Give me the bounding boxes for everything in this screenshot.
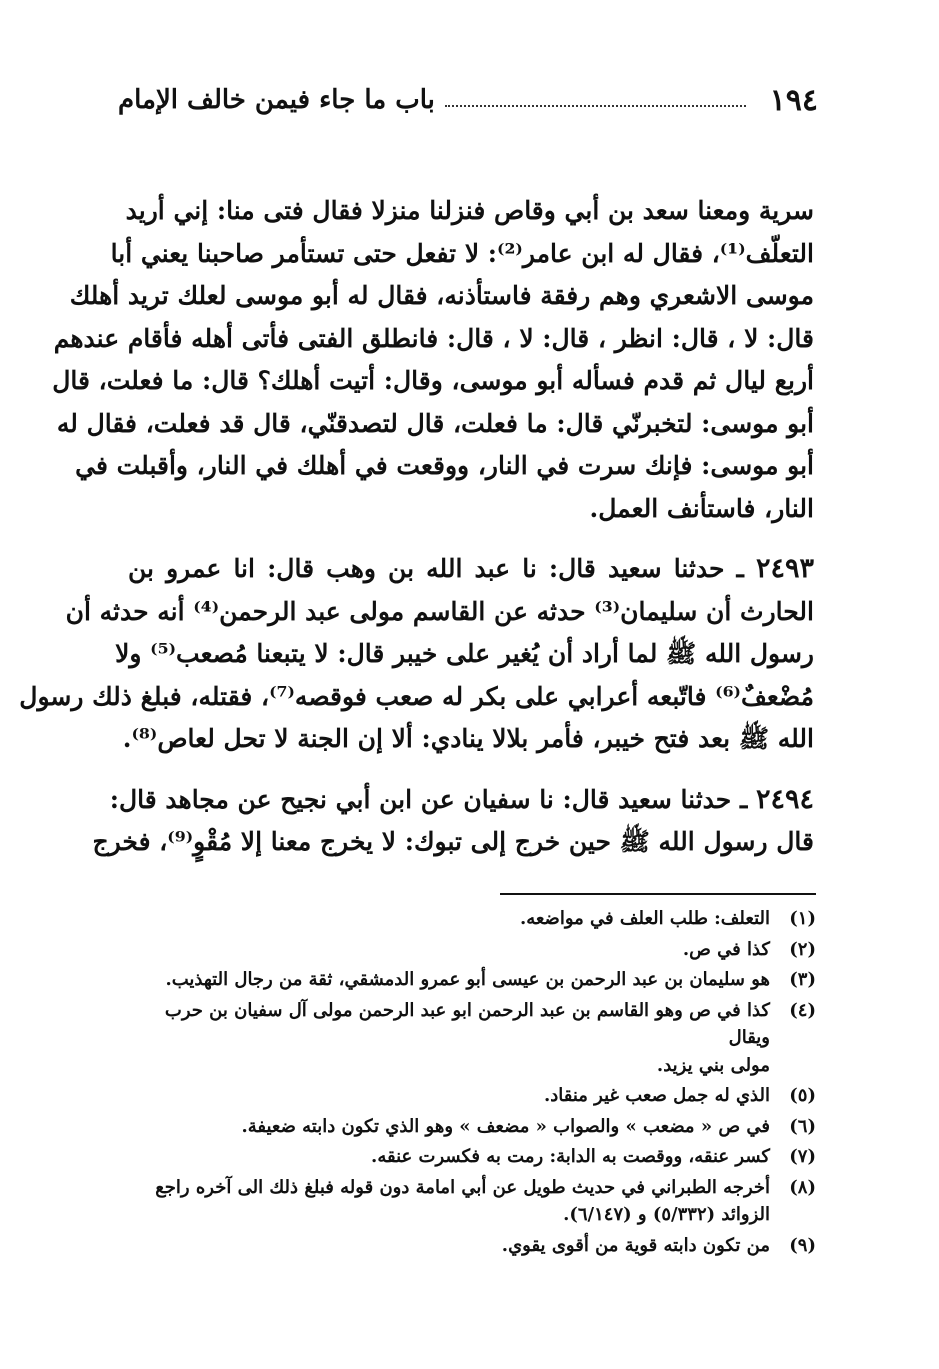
- main-text: [19, 190, 814, 864]
- text-line: أربع ليال ثم قدم فسأله أبو موسى، وقال: أتيت أهلك؟ قال: ما فعلت، قال: [52, 366, 814, 395]
- footnote-number: (٨): [789, 1176, 816, 1198]
- footnote-text: [130, 1143, 770, 1171]
- footnote-number: (٥): [789, 1085, 816, 1106]
- footnote-text: [130, 905, 770, 933]
- text-line: الحارث أن سليمان⁽³⁾ حدثه عن القاسم مولى عبد الرحمن⁽⁴⁾ أنه حدثه أن: [65, 596, 814, 626]
- footnote-text: [130, 1174, 770, 1229]
- text-line: مُضْعفٌ⁽⁶⁾ فاتّبعه أعرابي على بكر له صعب فوقصه⁽⁷⁾، فقتله، فبلغ ذلك رسول: [19, 681, 814, 711]
- text-line: التعلّف⁽¹⁾، فقال له ابن عامر⁽²⁾: لا تفعل حتى تستأمر صاحبنا يعني أبا: [110, 238, 814, 268]
- hadith-text: ـ حدثنا سعيد قال: نا عبد الله بن وهب قال: انا عمرو بن: [128, 554, 756, 583]
- text-line: قال رسول الله ﷺ حين خرج إلى تبوك: لا يخرج معنا إلا مُقْوٍ⁽⁹⁾، فخرج: [92, 827, 814, 856]
- footnote-number: (٢): [789, 938, 816, 960]
- footnote-text: [130, 1113, 770, 1141]
- text-line: [128, 548, 814, 591]
- hadith-2494: [92, 779, 814, 864]
- text-line: أبو موسى: لتخبرنّي قال: ما فعلت، قال لتصدقنّي، قال قد فعلت، فقال له: [56, 408, 814, 438]
- footnote-number: (٣): [789, 969, 816, 990]
- hadith-number: ٢٤٩٤: [755, 783, 814, 815]
- footnote-line: الزوائد (٥/٣٣٢) و (٦/١٤٧).: [563, 1204, 770, 1225]
- footnote-line: كذا في ص.: [682, 938, 770, 960]
- footnote-separator: [500, 893, 816, 895]
- footnote: [130, 936, 816, 964]
- footnotes: [130, 905, 816, 1262]
- footnote-number: (١): [789, 908, 816, 929]
- footnote: [130, 1174, 816, 1229]
- text-line: موسى الاشعري وهم رفقة فاستأذنه، فقال له أبو موسى لعلك تريد أهلك: [69, 281, 814, 310]
- footnote-line: كسر عنقه، ووقصت به الدابة: رمت به فكسرت عنقه.: [371, 1146, 770, 1167]
- running-title: باب ما جاء فيمن خالف الإمام: [118, 85, 435, 115]
- text-line: النار، فاستأنف العمل.: [589, 493, 814, 523]
- footnote-number: (٧): [789, 1146, 816, 1167]
- footnote-text: [130, 966, 770, 994]
- hadith-2493: [19, 548, 814, 761]
- footnote-number: (٦): [789, 1115, 816, 1137]
- footnote-line: من تكون دابته قوية من أقوى يقوي.: [501, 1234, 770, 1256]
- page-header: [118, 80, 818, 120]
- hadith-number: ٢٤٩٣: [755, 553, 814, 584]
- footnote-line: الذي له جمل صعب غير منقاد.: [543, 1085, 770, 1106]
- text-line: الله ﷺ بعد فتح خيبر، فأمر بلالا ينادي: ألا إن الجنة لا تحل لعاص⁽⁸⁾.: [122, 724, 814, 753]
- footnote-text: [130, 936, 770, 964]
- footnote-line: هو سليمان بن عبد الرحمن بن عيسى أبو عمرو الدمشقي، ثقة من رجال التهذيب.: [165, 969, 770, 990]
- footnote-number: (٤): [789, 999, 816, 1021]
- footnote-line: مولى بني يزيد.: [656, 1054, 770, 1076]
- footnote: [130, 997, 816, 1080]
- paragraph-continuation: [52, 190, 814, 530]
- footnote-line: التعلف: طلب العلف في مواضعه.: [519, 908, 770, 929]
- footnote-line: أخرجه الطبراني في حديث طويل عن أبي امامة دون قوله فبلغ ذلك الى آخره راجع: [155, 1176, 770, 1198]
- footnote: [130, 966, 816, 994]
- text-line: أبو موسى: فإنك سرت في النار، ووقعت في أهلك في النار، وأقبلت في: [75, 451, 814, 480]
- footnote: [130, 1113, 816, 1141]
- footnote: [130, 1082, 816, 1110]
- footnote-text: [130, 997, 770, 1080]
- footnote-text: [130, 1082, 770, 1110]
- footnote-line: في ص « مضعب » والصواب « مضعف » وهو الذي تكون دابته ضعيفة.: [241, 1115, 770, 1137]
- page-number: ١٩٤: [769, 82, 818, 118]
- footnote-number: (٩): [789, 1234, 816, 1256]
- footnote: [130, 905, 816, 933]
- footnote: [130, 1232, 816, 1260]
- text-line: سرية ومعنا سعد بن أبي وقاص فنزلنا منزلا فقال فتى منا: إني أريد: [125, 196, 814, 225]
- footnote-text: [130, 1232, 770, 1260]
- text-line: [109, 779, 814, 822]
- text-line: رسول الله ﷺ لما أراد أن يُغير على خيبر قال: لا يتبعنا مُصعب⁽⁵⁾ ولا: [115, 639, 814, 668]
- header-dotted-rule: [445, 105, 746, 107]
- footnote: [130, 1143, 816, 1171]
- text-line: قال: لا ، قال: انظر ، قال: لا ، قال: فانطلق الفتى فأتى أهله فأقام عندهم: [53, 323, 814, 353]
- hadith-text: ـ حدثنا سعيد قال: نا سفيان عن ابن أبي نجيح عن مجاهد قال:: [109, 784, 756, 814]
- footnote-line: كذا في ص وهو القاسم بن عبد الرحمن ابو عبد الرحمن مولى آل سفيان بن حرب ويقال: [164, 999, 770, 1048]
